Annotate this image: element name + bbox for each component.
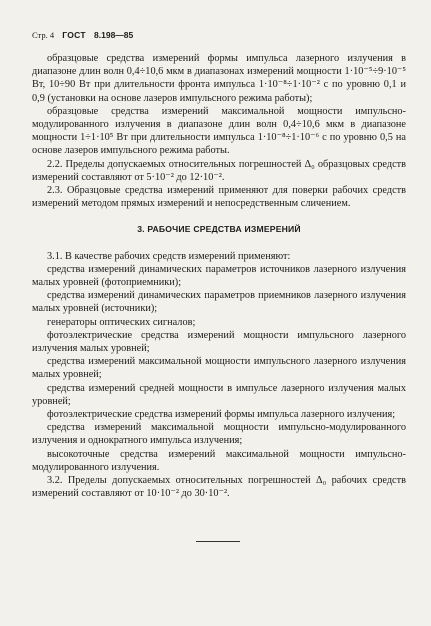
page-number: Стр. 4	[32, 30, 55, 40]
paragraph: 3.2. Пределы допускаемых относительных погрешностей Δ₀ рабочих средств измерений составляют от 10·10⁻² до 30·10⁻².	[32, 475, 406, 500]
list-item: средства измерений динамических параметров приемников лазерного излучения малых уровней (источники);	[32, 290, 406, 315]
list-item: средства измерений средней мощности в импульсе лазерного излучения малых уровней;	[32, 382, 406, 407]
list-item: фотоэлектрические средства измерений мощности импульсного лазерного излучения малых уровней;	[32, 329, 406, 355]
list-item: средства измерений максимальной мощности импульсного лазерного излучения малых уровней;	[32, 356, 406, 381]
list-item: средства измерений максимальной мощности импульсно-модулированного излучения и однократного импульса излучения;	[32, 422, 406, 447]
paragraph: 2.2. Пределы допускаемых относительных погрешностей Δ₀ образцовых средств измерений составляют от 5·10⁻² до 12·10⁻².	[32, 158, 406, 183]
paragraph: 3.1. В качестве рабочих средств измерений применяют:	[47, 250, 291, 262]
page-header	[32, 30, 139, 41]
standard-number: 8.198—85	[94, 30, 134, 40]
paragraph: 2.3. Образцовые средства измерений применяют для поверки рабочих средств измерений методом прямых измерений и непосредственным сличением.	[32, 185, 406, 210]
paragraph: образцовые средства измерений формы импульса лазерного излучения в диапазоне длин волн 0,4÷10,6 мкм в диапазонах измерений мощности 1·10⁻⁵÷9·10⁻⁵ Вт, 10÷90 Вт при длительности фронта импульса 1·10⁻⁸÷1·10⁻² с по уровню 0,1 и 0,9 (установки на основе лазеров импульсного режима работы);	[32, 53, 406, 104]
list-item: высокоточные средства измерений максимальной мощности импульсно-модулированного излучения.	[32, 448, 406, 473]
document-body	[32, 52, 406, 501]
list-item: средства измерений динамических параметров источников лазерного излучения малых уровней (фотоприемники);	[32, 263, 406, 289]
standard-label: ГОСТ	[62, 30, 86, 40]
end-rule	[196, 541, 240, 542]
list-item: генераторы оптических сигналов;	[47, 316, 196, 328]
paragraph: образцовые средства измерений максимальной мощности импульсно-модулированного излучения в диапазоне длин волн 0,4÷10,6 мкм в диапазоне мощности 1÷1·10⁵ Вт при длительности импульса 1·10⁻⁸÷1·10⁻⁶ с по уровню 0,5 на основе лазеров импульсного режима работы.	[32, 105, 406, 157]
list-item: фотоэлектрические средства измерений формы импульса лазерного излучения;	[47, 409, 396, 421]
section-title: 3. РАБОЧИЕ СРЕДСТВА ИЗМЕРЕНИЙ	[137, 224, 301, 235]
